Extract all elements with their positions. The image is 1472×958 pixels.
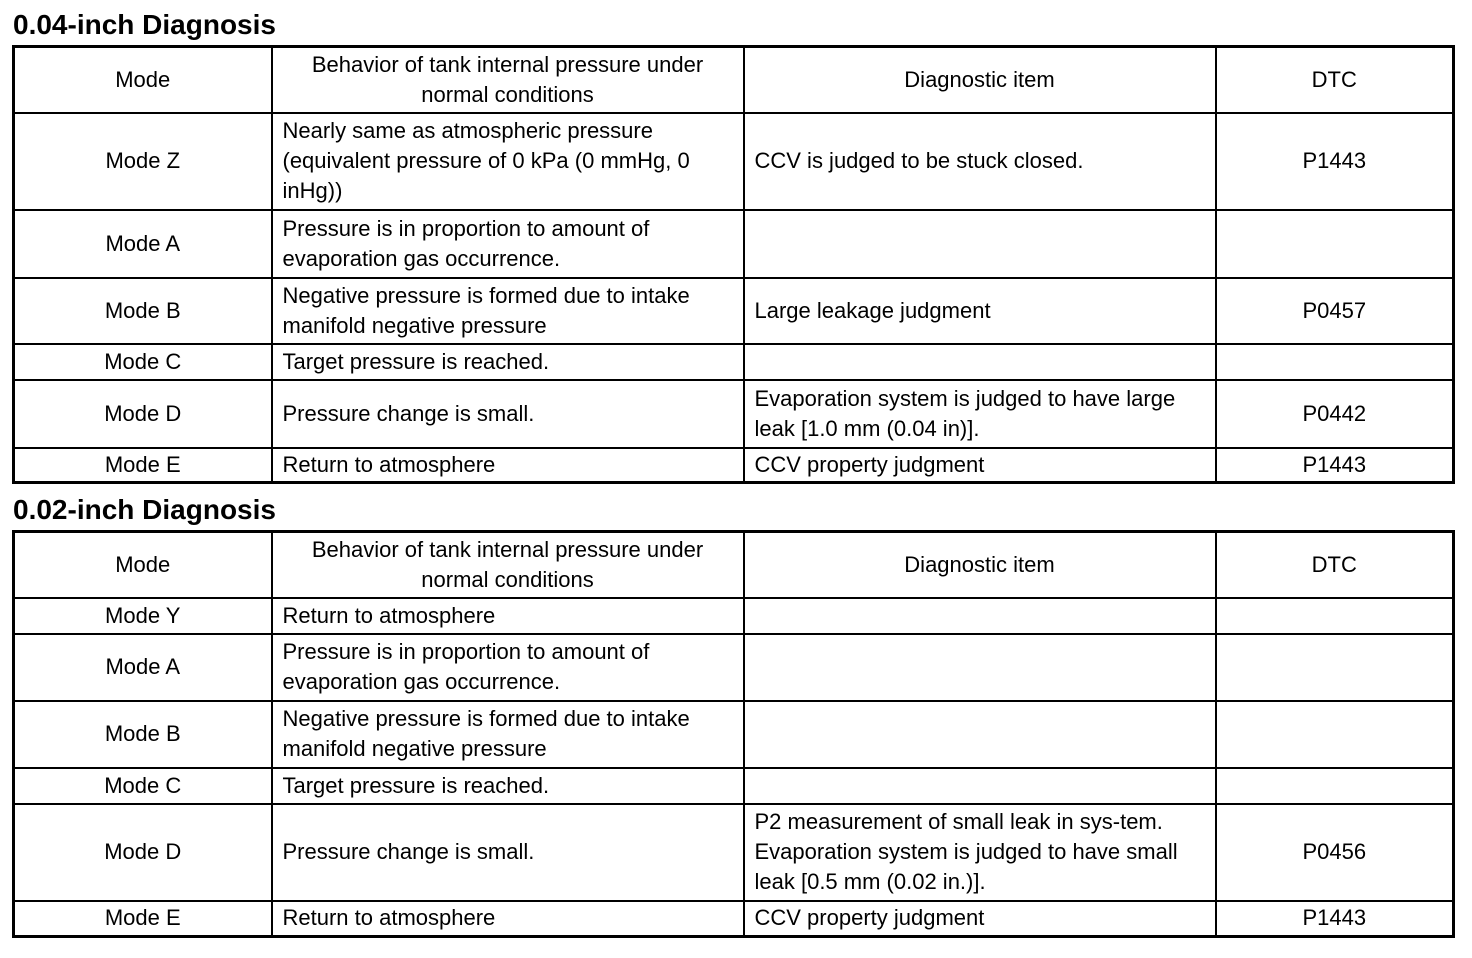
dtc-cell: P0442: [1216, 380, 1454, 448]
dtc-cell: P0456: [1216, 804, 1454, 901]
table-row: [14, 113, 1454, 210]
mode-cell: Mode E: [14, 448, 272, 483]
mode-cell: Mode D: [14, 380, 272, 448]
behavior-cell: Negative pressure is formed due to intake manifold negative pressure: [272, 278, 744, 344]
diagnostic-cell: CCV is judged to be stuck closed.: [744, 113, 1216, 210]
mode-cell: Mode A: [14, 634, 272, 701]
diagnostic-cell: [744, 701, 1216, 768]
behavior-cell: Nearly same as atmospheric pressure (equivalent pressure of 0 kPa (0 mmHg, 0 inHg)): [272, 113, 744, 210]
table-row: [14, 448, 1454, 483]
behavior-cell: Target pressure is reached.: [272, 344, 744, 380]
diagnostic-cell: CCV property judgment: [744, 448, 1216, 483]
diagnostic-cell: CCV property judgment: [744, 901, 1216, 937]
diagnostic-cell: [744, 634, 1216, 701]
dtc-cell: [1216, 768, 1454, 804]
diagnostic-cell: [744, 598, 1216, 634]
behavior-cell: Target pressure is reached.: [272, 768, 744, 804]
section-title: 0.02-inch Diagnosis: [13, 494, 276, 525]
dtc-cell: [1216, 210, 1454, 278]
mode-cell: Mode B: [14, 701, 272, 768]
mode-cell: Mode A: [14, 210, 272, 278]
diagnostic-cell: Large leakage judgment: [744, 278, 1216, 344]
table-row: [14, 278, 1454, 344]
dtc-cell: [1216, 701, 1454, 768]
header-dtc: DTC: [1216, 532, 1454, 598]
behavior-cell: Negative pressure is formed due to intake manifold negative pressure: [272, 701, 744, 768]
table-row: [14, 901, 1454, 937]
section-004-inch: [12, 5, 1452, 484]
header-dtc: DTC: [1216, 47, 1454, 113]
behavior-cell: Return to atmosphere: [272, 901, 744, 937]
behavior-cell: Pressure is in proportion to amount of evaporation gas occurrence.: [272, 210, 744, 278]
diagnostic-cell: [744, 344, 1216, 380]
mode-cell: Mode Z: [14, 113, 272, 210]
section-002-inch: [12, 490, 1452, 938]
header-behavior: Behavior of tank internal pressure under normal conditions: [272, 532, 744, 598]
table-row: [14, 210, 1454, 278]
header-behavior: Behavior of tank internal pressure under normal conditions: [272, 47, 744, 113]
dtc-cell: [1216, 598, 1454, 634]
header-mode: Mode: [14, 47, 272, 113]
diagnostic-cell: P2 measurement of small leak in sys-tem. Evaporation system is judged to have small leak [0.5 mm (0.02 in.)].: [744, 804, 1216, 901]
behavior-cell: Pressure is in proportion to amount of evaporation gas occurrence.: [272, 634, 744, 701]
section-title: 0.04-inch Diagnosis: [13, 9, 276, 40]
mode-cell: Mode E: [14, 901, 272, 937]
header-row: [14, 532, 1454, 598]
diagnostic-cell: [744, 210, 1216, 278]
dtc-cell: [1216, 634, 1454, 701]
behavior-cell: Pressure change is small.: [272, 380, 744, 448]
header-mode: Mode: [14, 532, 272, 598]
table-row: [14, 701, 1454, 768]
diagnostic-cell: Evaporation system is judged to have large leak [1.0 mm (0.04 in)].: [744, 380, 1216, 448]
behavior-cell: Return to atmosphere: [272, 448, 744, 483]
dtc-cell: P0457: [1216, 278, 1454, 344]
behavior-cell: Pressure change is small.: [272, 804, 744, 901]
header-row: [14, 47, 1454, 113]
dtc-cell: P1443: [1216, 448, 1454, 483]
table-row: [14, 768, 1454, 804]
table-row: [14, 804, 1454, 901]
diagnostic-cell: [744, 768, 1216, 804]
header-diagnostic: Diagnostic item: [744, 47, 1216, 113]
header-diagnostic: Diagnostic item: [744, 532, 1216, 598]
dtc-cell: P1443: [1216, 901, 1454, 937]
mode-cell: Mode C: [14, 768, 272, 804]
behavior-cell: Return to atmosphere: [272, 598, 744, 634]
table-row: [14, 634, 1454, 701]
table-row: [14, 598, 1454, 634]
table-row: [14, 380, 1454, 448]
table-row: [14, 344, 1454, 380]
mode-cell: Mode Y: [14, 598, 272, 634]
dtc-cell: [1216, 344, 1454, 380]
mode-cell: Mode D: [14, 804, 272, 901]
mode-cell: Mode C: [14, 344, 272, 380]
mode-cell: Mode B: [14, 278, 272, 344]
diagnosis-table: [12, 45, 1455, 484]
dtc-cell: P1443: [1216, 113, 1454, 210]
diagnosis-table: [12, 530, 1455, 938]
